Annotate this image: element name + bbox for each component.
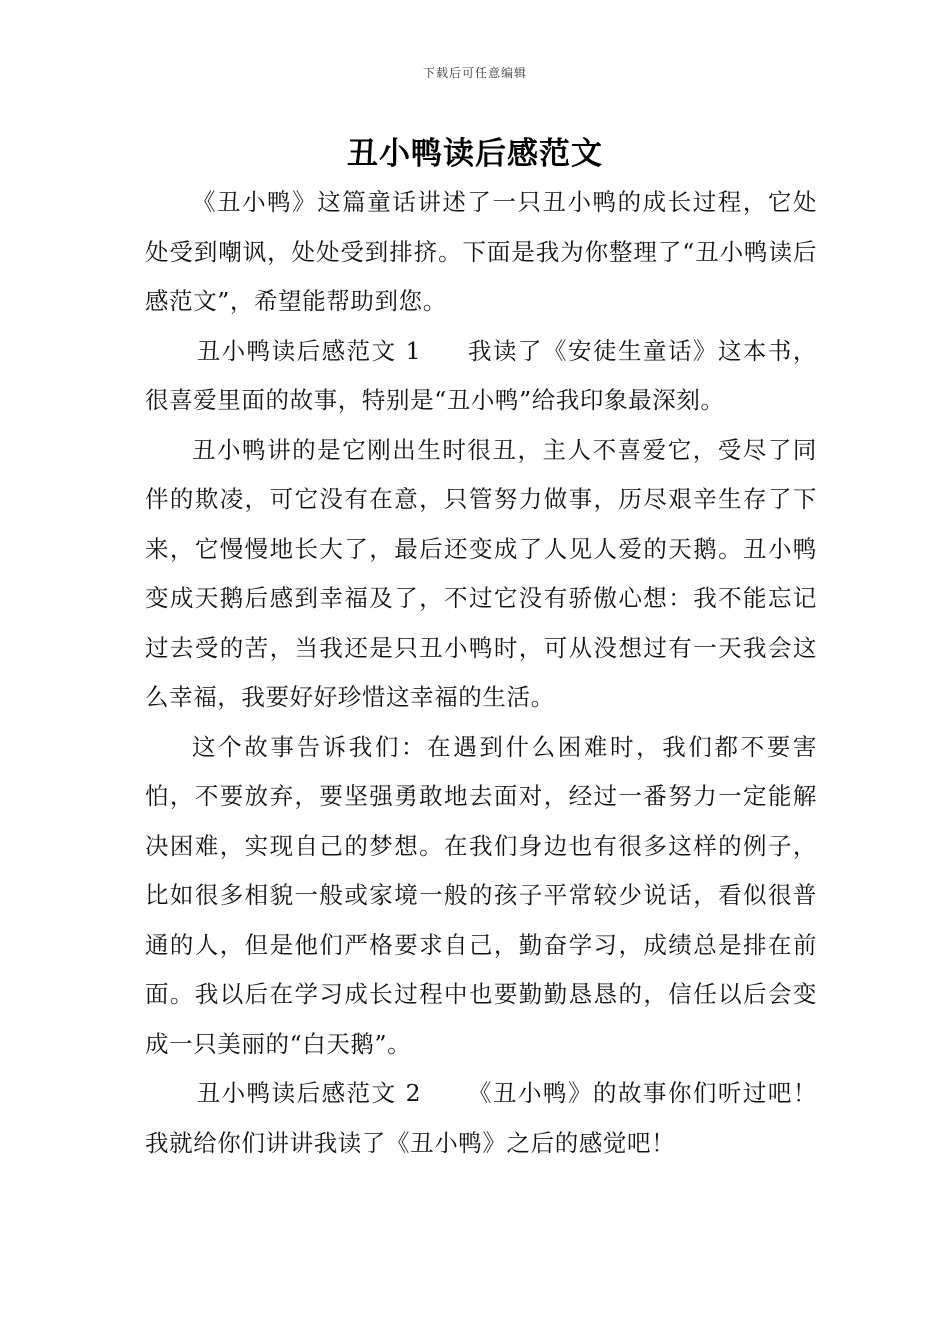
document-body bbox=[145, 178, 817, 1168]
section-text-1: 我读了《安徒生童话》这本书，很喜爱里面的故事，特别是“丑小鸭”给我印象最深刻。 bbox=[145, 336, 817, 414]
page-header: 下载后可任意编辑 bbox=[422, 66, 527, 80]
section-heading-2: 丑小鸭读后感范文 2 bbox=[196, 1079, 422, 1107]
body-paragraph-2: 这个故事告诉我们：在遇到什么困难时，我们都不要害怕，不要放弃，要坚强勇敢地去面对，经过一番努力一定能解决困难，实现自己的梦想。在我们身边也有很多这样的例子，比如很多相貌一般或家境一般的孩子平常较少说话，看似很普通的人，但是他们严格要求自己，勤奋学习，成绩总是排在前面。我以后在学习成长过程中也要勤勤恳恳的，信任以后会变成一只美丽的“白天鹅”。 bbox=[145, 732, 817, 1058]
body-paragraph-1: 丑小鸭讲的是它刚出生时很丑，主人不喜爱它，受尽了同伴的欺凌，可它没有在意，只管努力做事，历尽艰辛生存了下来，它慢慢地长大了，最后还变成了人见人爱的天鹅。丑小鸭变成天鹅后感到幸福及了，不过它没有骄傲心想：我不能忘记过去受的苦，当我还是只丑小鸭时，可从没想过有一天我会这么幸福，我要好好珍惜这幸福的生活。 bbox=[145, 435, 817, 711]
section-text-2: 《丑小鸭》的故事你们听过吧！我就给你们讲讲我读了《丑小鸭》之后的感觉吧！ bbox=[145, 1079, 817, 1157]
section-heading-1: 丑小鸭读后感范文 1 bbox=[196, 336, 422, 365]
document-title: 丑小鸭读后感范文 bbox=[347, 136, 603, 172]
section-paragraph-1 bbox=[145, 327, 817, 426]
intro-paragraph: 《丑小鸭》这篇童话讲述了一只丑小鸭的成长过程，它处处受到嘲讽，处处受到排挤。下面是我为你整理了“丑小鸭读后感范文”，希望能帮助到您。 bbox=[145, 188, 817, 315]
section-paragraph-2 bbox=[145, 1069, 817, 1168]
